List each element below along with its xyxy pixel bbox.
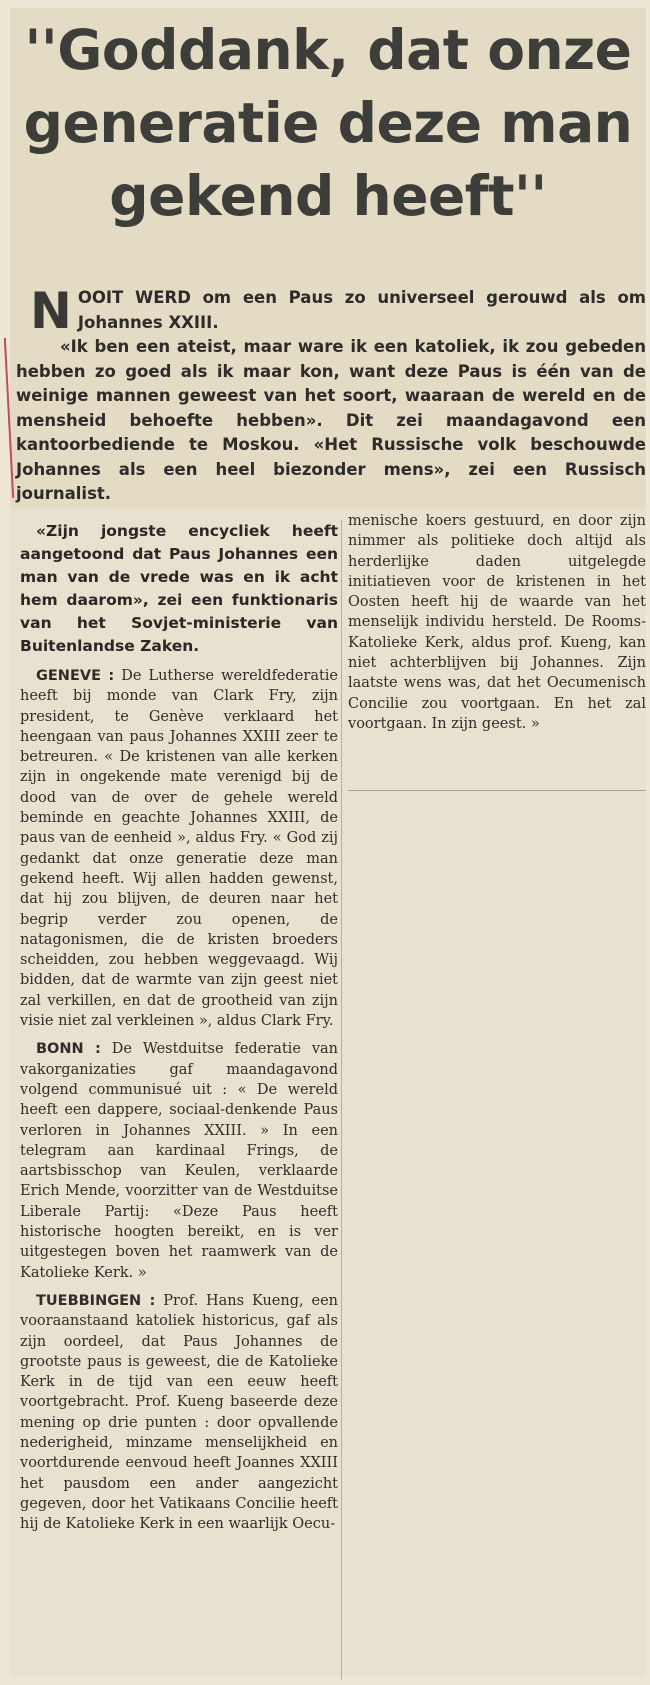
bonn-paragraph xyxy=(20,1039,338,1283)
continuation-paragraph: menische koers gestuurd, en door zijn nimmer als politieke doch altijd als herderlijke daden uitgelegde initiatieven voor de kristenen in het Oosten heeft hij de waarde van het menselijk individu hersteld. De Rooms-Katolieke Kerk, aldus prof. Kueng, kan niet achterblijven bij Johannes. Zijn laatste wens was, dat het Oecumenisch Concilie zou voortgaan. En het zal voortgaan. In zijn geest. » xyxy=(348,513,646,732)
tuebbingen-paragraph xyxy=(20,1291,338,1535)
tuebbingen-dateline: TUEBBINGEN : xyxy=(36,1292,156,1309)
intro-section xyxy=(16,282,646,507)
bonn-dateline: BONN : xyxy=(36,1041,101,1058)
geneve-dateline: GENEVE : xyxy=(36,668,115,684)
drop-cap: N xyxy=(30,282,72,340)
left-column xyxy=(20,520,338,1534)
newspaper-clipping xyxy=(10,8,646,1676)
article-end-rule xyxy=(348,790,646,791)
intro-second-paragraph: «Ik ben een ateist, maar ware ik een katoliek, ik zou gebeden hebben zo goed als ik maar kon, want deze Paus is één van de weinige mannen geweest van het soort, waaraan de wereld en de mensheid behoefte hebben». Dit zei maandagavond een kantoorbediende te Moskou. «Het Russische volk beschouwde Johannes als een heel biezonder mens», zei een Russisch journalist. xyxy=(16,337,646,503)
tuebbingen-text: Prof. Hans Kueng, een vooraanstaand katoliek historicus, gaf als zijn oordeel, dat Paus Johannes de grootste paus is geweest, die de Katolieke Kerk in de tijd van een eeuw heeft voortgebracht. Prof. Kueng baseerde deze mening op drie punten : door opvallende nederigheid, minzame menselijkheid en voortdurende eenvoud heeft Joannes XXIII het pausdom een ander aangezicht gegeven, door het Vatikaans Concilie heeft hij de Katolieke Kerk in een waarlijk Oecu- xyxy=(20,1292,339,1533)
geneve-text: De Lutherse wereldfederatie heeft bij monde van Clark Fry, zijn president, te Genève verklaard het heengaan van paus Johannes XXIII zeer te betreuren. « De kristenen van alle kerken zijn in ongekende mate verenigd bij de dood van de over de gehele wereld beminde en geachte Johannes XXIII, de paus van de eenheid », aldus Fry. « God zij gedankt dat onze generatie deze man gekend heeft. Wij allen hadden gewenst, dat hij zou blijven, de deuren naar het begrip verder zou openen, de natagonismen, die de kristen broeders scheidden, zou hebben weggevaagd. Wij bidden, dat de warmte van zijn geest niet zal verkillen, en dat de grootheid van zijn visie niet zal verkleinen », aldus Clark Fry. xyxy=(20,668,339,1030)
headline: ''Goddank, dat onze generatie deze man gekend heeft'' xyxy=(23,18,633,228)
right-column xyxy=(348,511,646,734)
bonn-text: De Westduitse federatie van vakorganizaties gaf maandagavond volgend communisué uit : « De wereld heeft een dappere, sociaal-denkende Paus verloren in Johannes XXIII. » In een telegram aan kardinaal Frings, de aartsbisschop van Keulen, verklaarde Erich Mende, voorzitter van de Westduitse Liberale Partij: «Deze Paus heeft historische hoogten bereikt, en is ver uitgestegen boven het raamwerk van de Katolieke Kerk. » xyxy=(20,1041,338,1281)
geneve-paragraph xyxy=(20,666,338,1031)
sovjet-quote: «Zijn jongste encycliek heeft aangetoond dat Paus Johannes een man van de vrede was en ik acht hem daarom», zei een funktionaris van het Sovjet-ministerie van Buitenlandse Zaken. xyxy=(20,522,338,655)
column-divider xyxy=(341,520,342,1680)
intro-first-paragraph: OOIT WERD om een Paus zo universeel gerouwd als om Johannes XXIII. xyxy=(77,288,646,332)
